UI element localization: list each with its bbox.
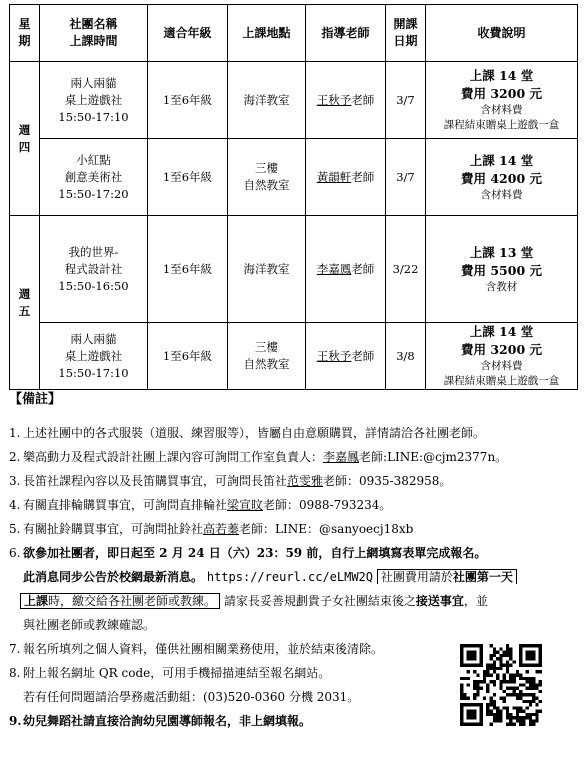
note-text: 老師：LINE：@sanyoecj18xb — [239, 522, 414, 536]
note-text: 上課 — [24, 594, 49, 608]
fee-gift: 課程結束贈桌上遊戲一盒 — [443, 375, 560, 387]
club-cell: 小紅點 創意美術社 15:50-17:20 — [40, 139, 148, 216]
contact-name: 高若蓁 — [203, 522, 240, 536]
note-text: 社團費用請於 — [380, 570, 453, 584]
note-text: 幼兒舞蹈社請直接洽詢幼兒園導師報名，非上網填報。 — [23, 714, 312, 728]
note-text: 老師：0988-793234。 — [263, 498, 392, 512]
table-row — [10, 62, 578, 139]
note-text: 樂高動力及程式設計社團上課內容可詢問工作室負責人： — [23, 450, 324, 464]
teacher-suffix: 老師 — [351, 92, 375, 107]
teacher-cell — [306, 139, 386, 216]
place-cell: 海洋教室 — [228, 216, 306, 323]
note-5 — [9, 517, 577, 541]
fee-note: 含材料費 — [480, 104, 523, 116]
fee-sessions: 上課 13 堂 — [469, 244, 534, 260]
fee-note: 含教材 — [485, 280, 518, 293]
registration-link[interactable]: https://reurl.cc/eLMW2Q — [206, 570, 374, 584]
contact-name: 李嘉鳳 — [323, 450, 360, 464]
fee-sessions: 上課 14 堂 — [469, 152, 534, 168]
note-number: 5. — [9, 522, 21, 536]
note-text: 時，繳交給各社團老師或教練。 — [48, 594, 217, 608]
grade-cell: 1至6年級 — [148, 62, 228, 139]
grade-cell: 1至6年級 — [148, 216, 228, 323]
fee-note: 含材料費 — [480, 188, 523, 201]
note-text: 若有任何問題請洽學務處活動組：(03)520-0360 分機 2031。 — [23, 690, 360, 704]
schedule-table — [9, 4, 578, 390]
note-4 — [9, 493, 577, 517]
start-date-cell: 3/8 — [386, 323, 426, 390]
teacher-cell — [306, 216, 386, 323]
qr-code-image — [460, 644, 542, 726]
header-fee: 收費說明 — [426, 5, 578, 62]
start-date-cell: 3/7 — [386, 62, 426, 139]
note-3 — [9, 469, 577, 493]
note-text: 有關扯鈴購買事宜，可詢問扯鈴社 — [23, 522, 204, 536]
contact-name: 范雯雅 — [287, 474, 324, 488]
note-text: 老師：0935-382958。 — [323, 474, 452, 488]
note-text: 欲參加社團者，即日起至 2 月 24 日（六）23：59 前，自行上網填寫表單完成報名。 — [23, 546, 487, 560]
note-number: 1. — [9, 426, 21, 440]
note-text: 此消息同步公告於校網最新消息。 — [23, 570, 204, 584]
fee-note: 含材料費 — [480, 360, 523, 372]
fee-amount: 費用 4200 元 — [461, 170, 542, 186]
contact-name: 梁宣旼 — [227, 498, 264, 512]
note-number: 8. — [9, 666, 21, 680]
note-number: 7. — [9, 642, 21, 656]
place-cell: 三樓 自然教室 — [228, 323, 306, 390]
fee-cell — [426, 139, 578, 216]
club-cell: 兩人兩貓 桌上遊戲社 15:50-17:10 — [40, 323, 148, 390]
fee-amount: 費用 5500 元 — [461, 262, 542, 278]
note-text: 與社團老師或教練確認。 — [23, 618, 156, 632]
day-cell-friday: 週 五 — [10, 216, 40, 390]
table-row — [10, 216, 578, 323]
fee-cell — [426, 323, 578, 390]
fee-sessions: 上課 14 堂 — [469, 68, 534, 83]
header-teacher: 指導老師 — [306, 5, 386, 62]
header-day: 星 期 — [10, 5, 40, 62]
note-number: 9. — [9, 714, 22, 728]
teacher-suffix: 老師 — [351, 169, 375, 184]
club-cell: 兩人兩貓 桌上遊戲社 15:50-17:10 — [40, 62, 148, 139]
teacher-name: 王秋予 — [316, 348, 352, 363]
header-place: 上課地點 — [228, 5, 306, 62]
header-grade: 適合年級 — [148, 5, 228, 62]
note-text: 老師:LINE:@cjm2377n。 — [359, 450, 508, 464]
club-cell: 我的世界- 程式設計社 15:50-16:50 — [40, 216, 148, 323]
fee-amount: 費用 3200 元 — [461, 342, 542, 357]
grade-cell: 1至6年級 — [148, 139, 228, 216]
teacher-cell — [306, 323, 386, 390]
start-date-cell: 3/7 — [386, 139, 426, 216]
fee-gift: 課程結束贈桌上遊戲一盒 — [443, 119, 560, 131]
note-number: 6. — [9, 546, 21, 560]
teacher-name: 王秋予 — [316, 92, 352, 107]
header-club: 社團名稱 上課時間 — [40, 5, 148, 62]
note-number: 3. — [9, 474, 21, 488]
teacher-suffix: 老師 — [351, 348, 375, 363]
fee-sessions: 上課 14 堂 — [469, 324, 534, 339]
note-2 — [9, 445, 577, 469]
place-cell: 三樓 自然教室 — [228, 139, 306, 216]
teacher-cell — [306, 62, 386, 139]
place-cell: 海洋教室 — [228, 62, 306, 139]
note-1 — [9, 421, 577, 445]
note-text: 附上報名網址 QR code，可用手機掃描連結至報名網站。 — [23, 666, 331, 680]
fee-amount: 費用 3200 元 — [461, 86, 542, 101]
fee-cell — [426, 216, 578, 323]
note-number: 4. — [9, 498, 21, 512]
fee-payment-box — [377, 569, 517, 584]
day-cell-thursday: 週 四 — [10, 62, 40, 216]
header-start-date: 開課 日期 — [386, 5, 426, 62]
note-text: 上述社團中的各式服裝（道服、練習服等），皆屬自由意願購買，詳情請洽各社團老師。 — [23, 426, 486, 440]
fee-payment-box-cont — [20, 593, 220, 609]
table-row — [10, 139, 578, 216]
table-header-row — [10, 5, 578, 62]
note-text: 請家長妥善規劃貴子女社團結束後之 — [223, 594, 416, 608]
note-text: 長笛社課程內容以及長笛購買事宜，可詢問長笛社 — [23, 474, 288, 488]
note-text: ，並 — [463, 594, 488, 608]
teacher-name: 李嘉鳳 — [316, 261, 352, 276]
start-date-cell: 3/22 — [386, 216, 426, 323]
notes-title: 【備註】 — [9, 392, 62, 407]
teacher-suffix: 老師 — [351, 261, 375, 276]
note-text: 有關直排輪購買事宜，可詢問直排輪社 — [23, 498, 228, 512]
note-text: 社團第一天 — [452, 570, 513, 584]
table-row — [10, 323, 578, 390]
grade-cell: 1至6年級 — [148, 323, 228, 390]
fee-cell — [426, 62, 578, 139]
note-6 — [9, 541, 577, 637]
note-number: 2. — [9, 450, 21, 464]
note-text: 接送事宜 — [415, 594, 464, 608]
teacher-name: 黃韻軒 — [316, 169, 352, 184]
note-text: 報名所填列之個人資料，僅供社團相關業務使用，並於結束後清除。 — [23, 642, 384, 656]
